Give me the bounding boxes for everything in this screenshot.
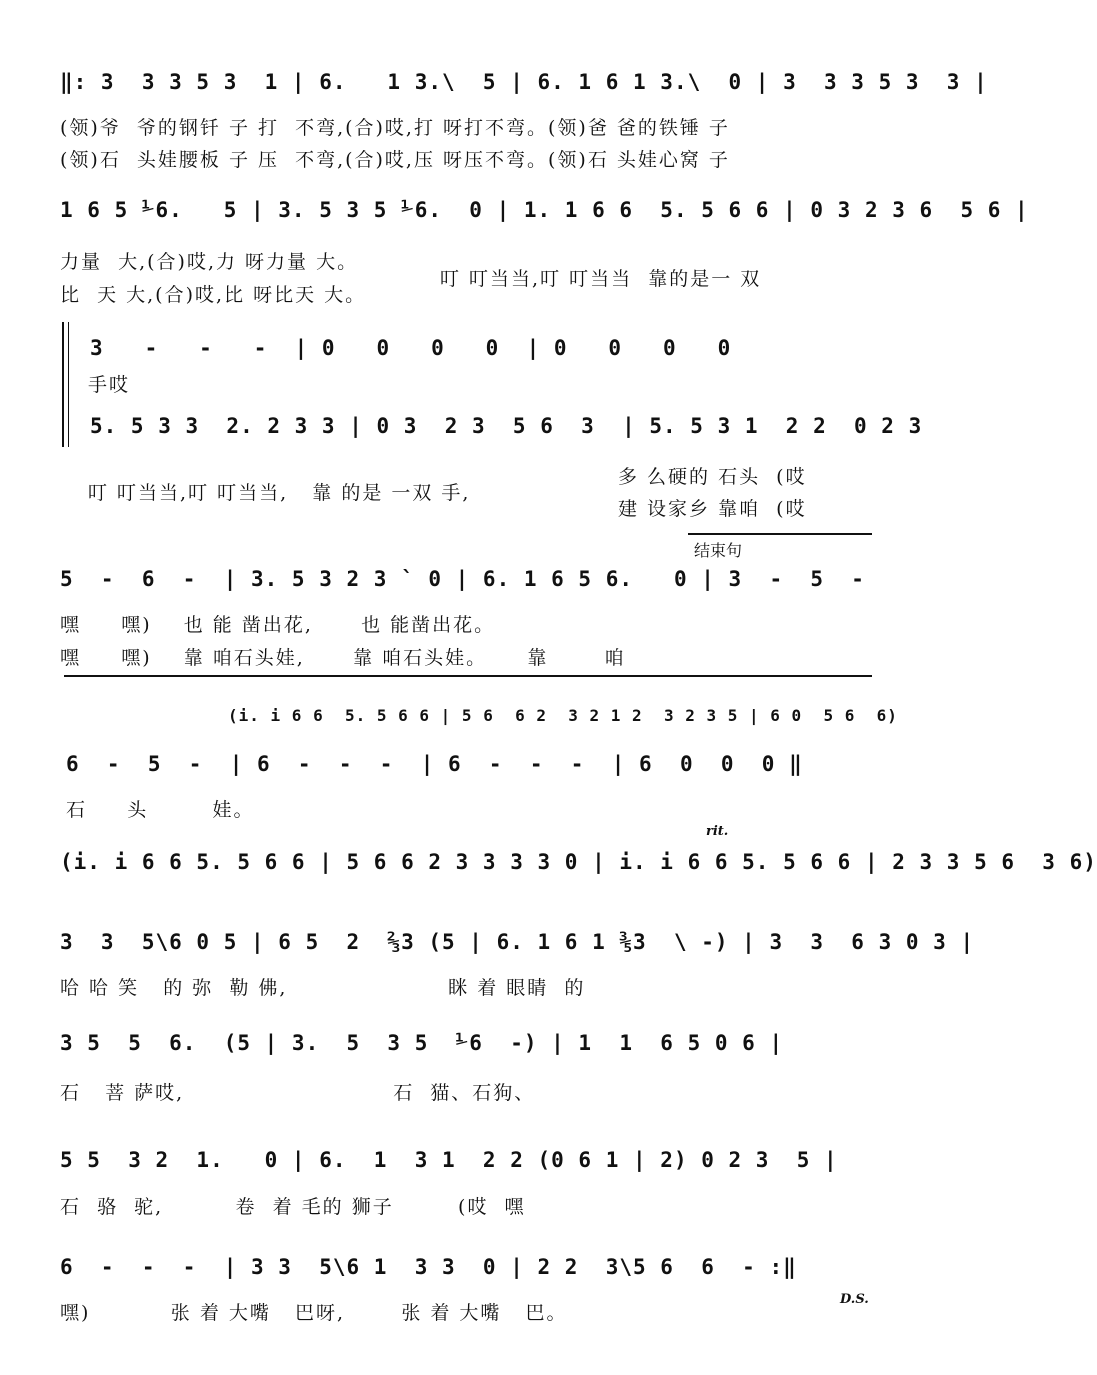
system-2-lyric-side: 叮 叮当当,叮 叮当当 靠的是一 双 — [440, 268, 762, 290]
system-1-lyric-verse-2: (领)石 头娃腰板 子 压 不弯,(合)哎,压 呀压不弯。(领)石 头娃心窝 子 — [60, 149, 730, 171]
system-7-lyric: 哈 哈 笑 的 弥 勒 佛, 眯 着 眼睛 的 — [60, 977, 586, 999]
system-3-bracket — [62, 322, 64, 447]
system-3-lower-lyric: 叮 叮当当,叮 叮当当, 靠 的是 一双 手, — [88, 482, 471, 504]
system-4-lyric-verse-2: 嘿 嘿) 靠 咱石头娃, 靠 咱石头娃。 靠 咱 — [60, 647, 626, 669]
system-2-lyric-verse-2: 比 天 大,(合)哎,比 呀比天 大。 — [60, 284, 367, 306]
system-9-notes: 5 5 3 2 1. 0 | 6. 1 3 1 2 2 (0 6 1 | 2) 0 2 3 5 | — [60, 1148, 838, 1172]
system-5-lyric: 石 头 娃。 — [66, 799, 255, 821]
system-1-lyric-verse-1: (领)爷 爷的钢钎 子 打 不弯,(合)哎,打 呀打不弯。(领)爸 爸的铁锤 子 — [60, 117, 730, 139]
ending-label: 结束句 — [694, 541, 743, 560]
system-7-notes: 3 3 5\6 0 5 | 6 5 2 ⅔3 (5 | 6. 1 6 1 ⅗3 \ -) | 3 3 6 3 0 3 | — [60, 930, 975, 954]
system-3-upper-notes: 3 - - - | 0 0 0 0 | 0 0 0 0 — [90, 336, 732, 360]
system-10-notes: 6 - - - | 3 3 5\6 1 3 3 0 | 2 2 3\5 6 6 - :‖ — [60, 1255, 797, 1279]
system-2-notes: 1 6 5 ⅟6. 5 | 3. 5 3 5 ⅟6. 0 | 1. 1 6 6 5. 5 6 6 | 0 3 2 3 6 5 6 | — [60, 198, 1029, 222]
system-1-notes: ‖: 3 3 3 5 3 1 | 6. 1 3.\ 5 | 6. 1 6 1 3.\ 0 | 3 3 3 5 3 3 | — [60, 70, 988, 94]
system-8-notes: 3 5 5 6. (5 | 3. 5 3 5 ⅟6 -) | 1 1 6 5 0 6 | — [60, 1031, 784, 1055]
system-8-lyric: 石 菩 萨哎, 石 猫、石狗、 — [60, 1082, 536, 1104]
system-9-lyric: 石 骆 驼, 卷 着 毛的 狮子 (哎 嘿 — [60, 1196, 526, 1218]
system-3-upper-lyric: 手哎 — [88, 374, 131, 396]
system-3-bracket-inner — [68, 322, 69, 447]
system-10-lyric: 嘿) 张 着 大嘴 巴呀, 张 着 大嘴 巴。 — [60, 1302, 568, 1324]
system-4-notes: 5 - 6 - | 3. 5 3 2 3 ` 0 | 6. 1 6 5 6. 0 | 3 - 5 - — [60, 567, 865, 591]
system-5-notes: 6 - 5 - | 6 - - - | 6 - - - | 6 0 0 0 ‖ — [66, 752, 803, 776]
system-3-side-verse-2: 建 设家乡 靠咱 (哎 — [618, 498, 807, 520]
system-2-lyric-verse-1: 力量 大,(合)哎,力 呀力量 大。 — [60, 251, 359, 273]
tempo-mark-rit: rit. — [706, 824, 729, 839]
system-4-lyric-verse-1: 嘿 嘿) 也 能 凿出花, 也 能凿出花。 — [60, 614, 496, 636]
system-5-accompaniment: (i. i 6 6 5. 5 6 6 | 5 6 6 2 3 2 1 2 3 2 3 5 | 6 0 5 6 6) — [228, 706, 898, 725]
system-3-lower-notes: 5. 5 3 3 2. 2 3 3 | 0 3 2 3 5 6 3 | 5. 5 3 1 2 2 0 2 3 — [90, 414, 923, 438]
ds-mark: D.S. — [840, 1292, 869, 1307]
ending-bracket-line — [688, 533, 872, 535]
system-3-side-verse-1: 多 么硬的 石头 (哎 — [618, 466, 807, 488]
system-6-notes: (i. i 6 6 5. 5 6 6 | 5 6 6 2 3 3 3 3 0 | i. i 6 6 5. 5 6 6 | 2 3 3 5 6 3 6) — [60, 850, 1097, 874]
section-divider — [64, 675, 872, 677]
